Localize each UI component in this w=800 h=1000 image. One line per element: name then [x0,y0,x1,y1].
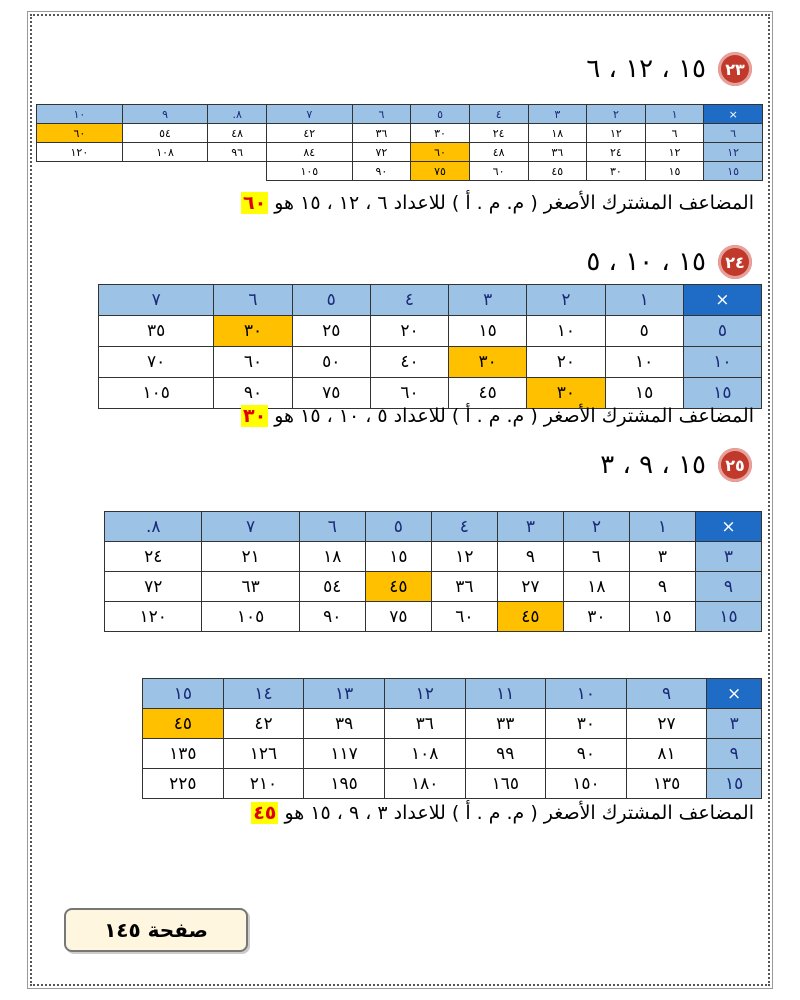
problem-numbers: ١٥ ، ٩ ، ٣ [600,450,706,480]
multiple-cell: ٢٢٥ [143,769,224,799]
answer-text: المضاعف المشترك الأصغر ( م. م . أ ) للاعداد ٦ ، ١٢ ، ١٥ هو [274,192,754,214]
multiples-table-24 [98,284,762,409]
multiple-cell: ٧٠ [99,347,214,378]
multiple-cell [208,162,267,181]
multiplier-header-cell: ٢ [587,105,646,124]
multiplier-header-cell: ٢ [563,512,629,542]
multiple-cell: ٦٠ [214,347,292,378]
multiplier-header-cell: ٤ [431,512,497,542]
multiplier-header-cell: ١٥ [143,679,224,709]
multiplier-header-cell: ٩ [122,105,208,124]
multiple-cell: ٢٠ [527,347,605,378]
multiple-cell: ٦٠ [469,162,528,181]
multiple-cell: ٧٥ [365,602,431,632]
multiple-cell: ٦٣ [202,572,299,602]
multiple-cell: ٤٠ [370,347,448,378]
multiple-cell: ١٣٥ [143,739,224,769]
problem-number-badge: ٢٤ [718,245,752,279]
multiple-cell: ٩٠ [214,378,292,409]
multiple-cell: ٤٢ [223,709,304,739]
problem-24-header [586,245,752,279]
problem-number-badge: ٢٥ [718,448,752,482]
multiple-cell: ٩ [497,542,563,572]
multiple-cell: ٤٥ [528,162,587,181]
multiple-cell: ٦٠ [37,124,123,143]
multiple-cell: ٣٠ [546,709,627,739]
base-number-cell: ٥ [683,316,761,347]
multiple-cell: ٦٠ [370,378,448,409]
multiple-cell: ١٢ [431,542,497,572]
multiplier-header-cell: ٢ [527,285,605,316]
multiple-cell: ١٠ [605,347,683,378]
problem-25-header [600,448,752,482]
multiplier-header-cell: ٨. [208,105,267,124]
base-number-cell: ١٢ [704,143,763,162]
base-number-cell: ٣ [695,542,761,572]
multiple-cell [37,162,123,181]
multiplier-header-cell: ٦ [299,512,365,542]
multiple-cell: ٢٧ [626,709,707,739]
multiplier-header-cell: ٣ [497,512,563,542]
base-number-cell: ٩ [695,572,761,602]
multiple-cell: ١٥٠ [546,769,627,799]
multiple-cell: ٨١ [626,739,707,769]
multiples-table-23 [36,104,763,181]
multiple-cell: ١٢ [645,143,704,162]
multiple-cell: ٤٢ [267,124,353,143]
multiplier-header-cell: ١٣ [304,679,385,709]
multiple-cell: ٢٤ [469,124,528,143]
multiple-cell: ٣٠ [449,347,527,378]
multiplier-header-cell: ٧ [267,105,353,124]
multiple-cell: ٦ [645,124,704,143]
table-row [105,602,762,632]
multiple-cell: ٢٠ [370,316,448,347]
multiple-cell: ٤٨ [469,143,528,162]
multiple-cell: ٤٥ [449,378,527,409]
multiple-cell: ١٨ [299,542,365,572]
multiple-cell: ٥٠ [292,347,370,378]
multiple-cell: ٩٠ [352,162,411,181]
base-number-cell: ١٥ [683,378,761,409]
multiple-cell: ١٦٥ [465,769,546,799]
table-row [99,316,762,347]
multiple-cell: ٤٥ [143,709,224,739]
multiple-cell: ١٠ [527,316,605,347]
multiple-cell: ٣٠ [411,124,470,143]
lcm-answer-23 [241,192,754,214]
base-number-cell: ٣ [707,709,762,739]
table-row [143,769,762,799]
multiple-cell: ٦٠ [431,602,497,632]
table-row [105,542,762,572]
table-header-row [37,105,763,124]
multiplier-header-cell: ١ [645,105,704,124]
problem-numbers: ١٥ ، ١٢ ، ٦ [586,54,706,84]
multiple-cell: ٩٩ [465,739,546,769]
multiplier-header-cell: ١ [629,512,695,542]
multiply-sign-cell: × [707,679,762,709]
multiplier-header-cell: ٩ [626,679,707,709]
multiple-cell: ٤٥ [365,572,431,602]
table-row [37,124,763,143]
multiplier-header-cell: ١١ [465,679,546,709]
multiple-cell: ٣٠ [214,316,292,347]
multiple-cell: ١٨٠ [384,769,465,799]
multiple-cell: ٣٦ [384,709,465,739]
multiple-cell: ١٠٨ [384,739,465,769]
multiply-sign-cell: × [683,285,761,316]
multiplier-header-cell: ٦ [352,105,411,124]
table-row [99,378,762,409]
multiple-cell: ٩٦ [208,143,267,162]
multiple-cell: ٢٤ [587,143,646,162]
multiple-cell: ١٩٥ [304,769,385,799]
multiplier-header-cell: ٤ [469,105,528,124]
multiplier-header-cell: ٨. [105,512,202,542]
multiple-cell: ١٥ [629,602,695,632]
table-row [37,162,763,181]
multiple-cell: ٧٢ [105,572,202,602]
multiple-cell: ١٠٥ [99,378,214,409]
multiplier-header-cell: ١٠ [546,679,627,709]
multiple-cell: ١٥ [605,378,683,409]
answer-value: ٤٥ [253,802,277,824]
answer-text: المضاعف المشترك الأصغر ( م. م . أ ) للاعداد ٣ ، ٩ ، ١٥ هو [284,802,754,824]
multiple-cell: ٣٦ [431,572,497,602]
base-number-cell: ١٥ [704,162,763,181]
multiple-cell: ٢٥ [292,316,370,347]
multiple-cell: ١٥ [645,162,704,181]
multiplier-header-cell: ١٤ [223,679,304,709]
multiplier-header-cell: ١٠ [37,105,123,124]
multiple-cell: ٤٥ [497,602,563,632]
problem-numbers: ١٥ ، ١٠ ، ٥ [586,247,706,277]
table-row [37,143,763,162]
base-number-cell: ٦ [704,124,763,143]
multiple-cell: ٩٠ [299,602,365,632]
multiple-cell: ٣٠ [587,162,646,181]
table-header-row [143,679,762,709]
multiplier-header-cell: ١ [605,285,683,316]
multiple-cell: ٢١ [202,542,299,572]
multiple-cell: ٣٦ [352,124,411,143]
multiple-cell: ٣٩ [304,709,385,739]
multiple-cell: ١١٧ [304,739,385,769]
multiplier-header-cell: ٧ [202,512,299,542]
multiplier-header-cell: ٥ [292,285,370,316]
multiply-sign-cell: × [704,105,763,124]
table-row [143,709,762,739]
multiple-cell: ٨٤ [267,143,353,162]
table-header-row [99,285,762,316]
multiple-cell: ١٥ [365,542,431,572]
multiplier-header-cell: ٣ [528,105,587,124]
multiple-cell: ١٢٠ [105,602,202,632]
multiple-cell: ٧٥ [292,378,370,409]
multiplier-header-cell: ١٢ [384,679,465,709]
answer-value: ٦٠ [242,192,267,214]
multiple-cell: ١٠٥ [202,602,299,632]
multiple-cell: ١٢٠ [37,143,123,162]
answer-text: المضاعف المشترك الأصغر ( م. م . أ ) للاعداد ٥ ، ١٠ ، ١٥ هو [274,405,754,427]
multiple-cell: ٣٣ [465,709,546,739]
multiply-sign-cell: × [695,512,761,542]
multiple-cell: ٢٧ [497,572,563,602]
base-number-cell: ١٥ [695,602,761,632]
multiplier-header-cell: ٥ [365,512,431,542]
multiples-table-25-part1 [104,511,762,632]
multiple-cell: ٥٤ [122,124,208,143]
multiple-cell: ١٢ [587,124,646,143]
multiple-cell: ٢١٠ [223,769,304,799]
lcm-answer-24 [241,405,754,427]
lcm-answer-25 [251,802,754,824]
page-number-label: صفحة ١٤٥ [64,908,248,952]
multiple-cell [122,162,208,181]
multiple-cell: ٣٠ [527,378,605,409]
multiplier-header-cell: ٤ [370,285,448,316]
base-number-cell: ٩ [707,739,762,769]
multiple-cell: ١٨ [563,572,629,602]
table-row [99,347,762,378]
problem-23-header [586,52,752,86]
multiple-cell: ٣٠ [563,602,629,632]
multiple-cell: ٣ [629,542,695,572]
multiple-cell: ١٢٦ [223,739,304,769]
multiple-cell: ٩٠ [546,739,627,769]
multiple-cell: ٦٠ [411,143,470,162]
multiple-cell: ٣٥ [99,316,214,347]
multiple-cell: ١٥ [449,316,527,347]
table-row [105,572,762,602]
multiplier-header-cell: ٥ [411,105,470,124]
base-number-cell: ١٠ [683,347,761,378]
multiple-cell: ١٠٨ [122,143,208,162]
answer-value: ٣٠ [242,405,267,427]
multiple-cell: ١٠٥ [267,162,353,181]
multiple-cell: ١٣٥ [626,769,707,799]
table-row [143,739,762,769]
multiples-table-25-part2 [142,678,762,799]
base-number-cell: ١٥ [707,769,762,799]
multiple-cell: ٧٥ [411,162,470,181]
multiple-cell: ٢٤ [105,542,202,572]
multiple-cell: ١٨ [528,124,587,143]
multiple-cell: ٧٢ [352,143,411,162]
multiple-cell: ٥ [605,316,683,347]
multiple-cell: ٣٦ [528,143,587,162]
multiple-cell: ٩ [629,572,695,602]
multiplier-header-cell: ٧ [99,285,214,316]
multiple-cell: ٦ [563,542,629,572]
multiple-cell: ٥٤ [299,572,365,602]
table-header-row [105,512,762,542]
problem-number-badge: ٢٣ [718,52,752,86]
multiplier-header-cell: ٣ [449,285,527,316]
multiplier-header-cell: ٦ [214,285,292,316]
multiple-cell: ٤٨ [208,124,267,143]
